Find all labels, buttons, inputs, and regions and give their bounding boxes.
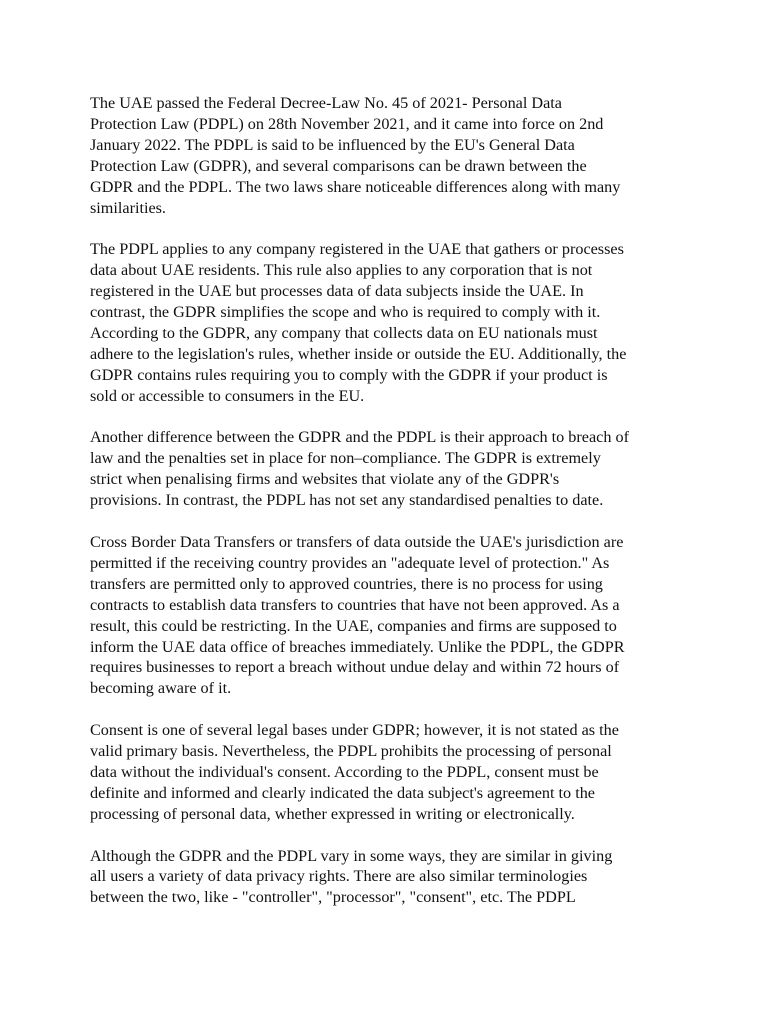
text-line: GDPR contains rules requiring you to comply with the GDPR if your product is bbox=[90, 365, 608, 384]
text-line: The PDPL applies to any company registered in the UAE that gathers or processes bbox=[90, 240, 624, 259]
text-line: contrast, the GDPR simplifies the scope and who is required to comply with it. bbox=[90, 303, 601, 322]
paragraph-6 bbox=[90, 846, 690, 909]
text-line: between the two, like - "controller", "processor", "consent", etc. The PDPL bbox=[90, 888, 576, 907]
text-line: Although the GDPR and the PDPL vary in some ways, they are similar in giving bbox=[90, 846, 613, 865]
text-line: valid primary basis. Nevertheless, the PDPL prohibits the processing of personal bbox=[90, 742, 612, 761]
text-line: inform the UAE data office of breaches immediately. Unlike the PDPL, the GDPR bbox=[90, 637, 625, 656]
text-line: Another difference between the GDPR and the PDPL is their approach to breach of bbox=[90, 428, 629, 447]
text-line: The UAE passed the Federal Decree-Law No. 45 of 2021- Personal Data bbox=[90, 94, 562, 112]
text-line: becoming aware of it. bbox=[90, 679, 232, 698]
text-line: January 2022. The PDPL is said to be influenced by the EU's General Data bbox=[90, 135, 575, 154]
text-line: processing of personal data, whether expressed in writing or electronically. bbox=[90, 804, 575, 823]
text-line: Cross Border Data Transfers or transfers of data outside the UAE's jurisdiction are bbox=[90, 532, 624, 551]
text-line: data without the individual's consent. According to the PDPL, consent must be bbox=[90, 762, 599, 781]
text-line: registered in the UAE but processes data of data subjects inside the UAE. In bbox=[90, 282, 584, 301]
text-line: data about UAE residents. This rule also applies to any corporation that is not bbox=[90, 261, 593, 280]
text-line: definite and informed and clearly indicated the data subject's agreement to the bbox=[90, 783, 595, 802]
paragraph-1 bbox=[90, 93, 690, 218]
paragraph-4 bbox=[90, 532, 690, 699]
text-line: sold or accessible to consumers in the EU. bbox=[90, 386, 365, 405]
text-line: similarities. bbox=[90, 198, 166, 217]
paragraph-5 bbox=[90, 720, 690, 825]
text-line: result, this could be restricting. In the UAE, companies and firms are supposed to bbox=[90, 616, 617, 635]
paragraph-3 bbox=[90, 427, 690, 511]
text-line: Protection Law (GDPR), and several comparisons can be drawn between the bbox=[90, 156, 587, 175]
text-line: contracts to establish data transfers to countries that have not been approved. As a bbox=[90, 595, 620, 614]
text-line: requires businesses to report a breach without undue delay and within 72 hours of bbox=[90, 658, 620, 677]
text-line: GDPR and the PDPL. The two laws share noticeable differences along with many bbox=[90, 177, 621, 196]
document-body bbox=[90, 93, 690, 929]
text-line: Protection Law (PDPL) on 28th November 2021, and it came into force on 2nd bbox=[90, 114, 604, 133]
text-line: provisions. In contrast, the PDPL has not set any standardised penalties to date. bbox=[90, 491, 604, 510]
text-line: According to the GDPR, any company that collects data on EU nationals must bbox=[90, 323, 598, 342]
text-line: transfers are permitted only to approved countries, there is no process for using bbox=[90, 574, 603, 593]
text-line: Consent is one of several legal bases under GDPR; however, it is not stated as the bbox=[90, 721, 619, 740]
text-line: permitted if the receiving country provides an "adequate level of protection." As bbox=[90, 553, 610, 572]
paragraph-2 bbox=[90, 239, 690, 406]
text-line: all users a variety of data privacy rights. There are also similar terminologies bbox=[90, 867, 588, 886]
text-line: adhere to the legislation's rules, whether inside or outside the EU. Additionally, the bbox=[90, 344, 627, 363]
text-line: law and the penalties set in place for non–compliance. The GDPR is extremely bbox=[90, 449, 601, 468]
text-line: strict when penalising firms and websites that violate any of the GDPR's bbox=[90, 470, 560, 489]
